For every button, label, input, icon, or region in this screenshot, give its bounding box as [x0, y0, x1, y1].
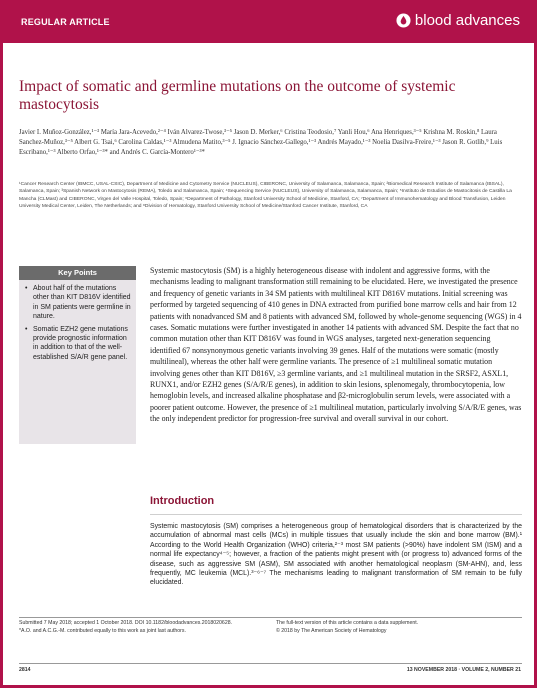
section-divider [150, 514, 522, 515]
blood-drop-circle-icon [396, 13, 411, 28]
key-point-item: • About half of the mutations other than KIT D816V identified in SM patients were germline in nature. [33, 284, 132, 322]
journal-name: blood advances [414, 12, 520, 29]
bottom-divider [19, 663, 522, 664]
submission-note: Submitted 7 May 2018; accepted 1 October 2018. DOI 10.1182/bloodadvances.2018020628. *A.O. and A.C.G.-M. contributed equally to this work as joint last authors. [19, 620, 233, 634]
journal-brand [396, 12, 520, 29]
key-points-list [19, 284, 136, 362]
article-page [3, 3, 534, 685]
key-points-heading: Key Points [19, 266, 136, 280]
issue-info: 13 NOVEMBER 2018 · VOLUME 2, NUMBER 21 [406, 667, 521, 673]
journal-header-bar [3, 3, 534, 43]
author-list: Javier I. Muñoz-González,¹⁻³ María Jara-Acevedo,²⁻⁴ Iván Alvarez-Twose,³⁻⁵ Jason D. Merker,⁶ Cristina Teodosio,⁷ Yanli Hou,⁶ Ana Henriques,³⁻⁵ Krishna M. Roskin,⁸ Laura Sanchez-Muñoz,³⁻⁵ Albert G. Tsai,⁶ Carolina Caldas,¹⁻³ Almudena Matito,³⁻⁵ J. Ignacio Sánchez-Gallego,¹⁻³ Andrés Mayado,¹⁻³ Noelia Dasilva-Freire,¹⁻³ Jason R. Gotlib,⁹ Luis Escribano,¹⁻³ Alberto Orfao,¹⁻³* and Andrés C. García-Montero¹⁻³* [19, 129, 503, 156]
key-points-box [19, 266, 136, 444]
article-type-label: REGULAR ARTICLE [21, 17, 110, 27]
key-point-item: • Somatic EZH2 gene mutations provide prognostic information in addition to that of the well-established S/A/R gene panel. [33, 325, 132, 363]
supplement-note: The full-text version of this article contains a data supplement. © 2018 by The American Society of Hematology [276, 620, 419, 634]
article-title: Impact of somatic and germline mutations on the outcome of systemic mastocytosis [19, 78, 456, 113]
abstract-text: Systemic mastocytosis (SM) is a highly heterogeneous disease with indolent and aggressive forms, with the mechanisms leading to malignant transformation still remaining to be elucidated. Here, we investigated the presence and frequency of genetic variants in 34 SM patients with multilineal KIT D816V mutations. Initial screening was performed by targeted sequencing of 410 genes in DNA extracted from purified bone marrow cells and hair from 12 patients with nonadvanced SM and 8 patients with advanced SM, followed by whole-genome sequencing (WGS) in 4 cases. Somatic mutations were further investigated in another 14 patients with advanced SM. Despite the fact that no common mutation other than KIT D816V was found in WGS analyses, targeted next-generation sequencing identified 67 nonsynonymous genetic variants involving 39 genes. Half of the mutations were somatic (mostly multilineal), whereas the other half were germline variants. The presence of ≥1 multilineal somatic mutation involving genes other than KIT D816V, ≥3 germline variants, and ≥1 multilineal mutation in the SRSF2, ASXL1, RUNX1, and/or EZH2 genes (S/A/R/E genes), in addition to skin lesions, splenomegaly, thrombocytopenia, low hemoglobin levels, and increased alkaline phosphatase and β2-microglobulin serum levels, were associated with a poorer patient outcome. However, the presence of ≥1 multilineal mutation, particularly involving S/A/R/E genes, was the only independent predictor for progression-free survival and overall survival in our cohort. [150, 266, 522, 424]
introduction-heading: Introduction [150, 495, 215, 507]
footer-divider [19, 617, 522, 618]
page-number: 2814 [19, 667, 31, 673]
affiliations: ¹Cancer Research Center (IBMCC, USAL-CSIC), Department of Medicine and Cytometry Service (NUCLEUS), CIBERONC, University of Salamanca, Salamanca, Spain; ²Biomedical Research Institute of Salamanca (IBSAL), Salamanca, Spain; ³Spanish Network on Mastocytosis (REMA), Toledo and Salamanca, Spain; ⁴Sequencing Service (NUCLEUS), University of Salamanca, Salamanca, Spain; ⁵Instituto de Estudios de Mastocitosis de Castilla La Mancha (CLMast) and CIBERONC, Virgen del Valle Hospital, Toledo, Spain; ⁶Department of Pathology, Stanford University School of Medicine, Stanford, CA; ⁷Department of Immunohematology and Blood Transfusion, Leiden University Medical Center, Leiden, The Netherlands; and ⁸Division of Hematology, Stanford University School of Medicine/Stanford Cancer Institute, Stanford, CA [19, 182, 512, 210]
introduction-text: Systemic mastocytosis (SM) comprises a heterogeneous group of hematological disorders that is characterized by the accumulation of abnormal mast cells (MCs) in multiple tissues that usually include the skin and bone marrow (BM).¹ According to the World Health Organization (WHO) criteria,²⁻³ most SM patients (>90%) have indolent SM (ISM) and a normal life expectancy⁴⁻⁵; however, a fraction of the patients might present with (or progress to) advanced forms of the disease, such as aggressive SM (ASM), SM associated with another hematological neoplasm (SM-AHN), and, less frequently, MC leukemia (MCL).³⁻⁶⁻⁷ The mechanisms leading to malignant transformation of SM remain to be fully elucidated. [150, 523, 522, 587]
